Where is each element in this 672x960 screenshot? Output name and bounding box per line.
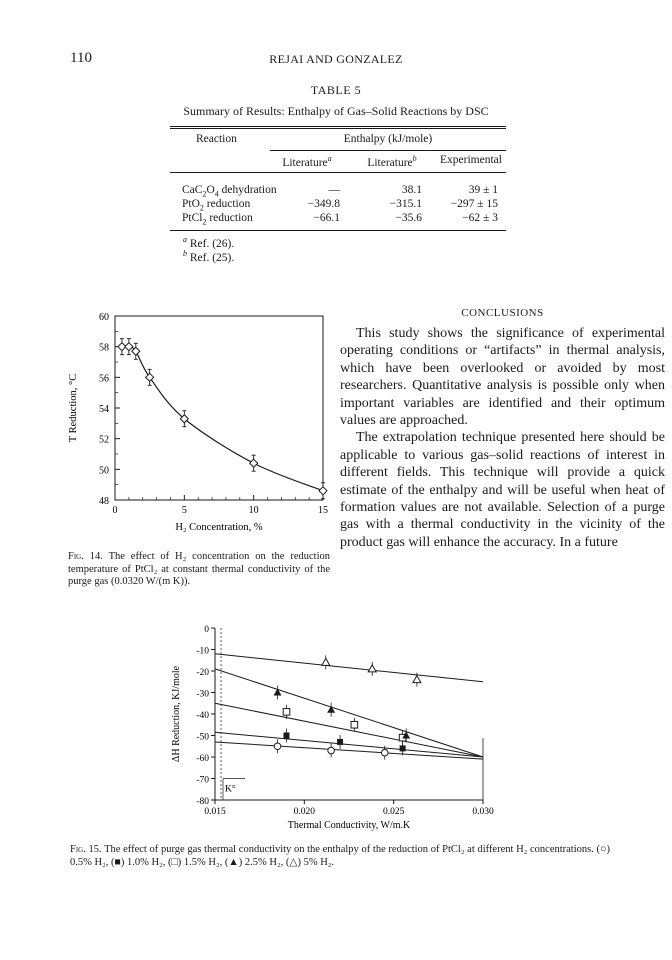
fig14-xtick-label: 10	[248, 505, 259, 516]
table-cell-lit-a: —	[328, 184, 340, 196]
fig15-xlabel: Thermal Conductivity, W/m.K	[287, 820, 411, 831]
fig15-point	[351, 721, 358, 728]
fig15-point	[274, 743, 281, 750]
conclusions-body	[340, 325, 665, 551]
table-cell-lit-b: −35.6	[395, 212, 422, 224]
fig15-point	[283, 733, 289, 739]
table-label: TABLE 5	[310, 83, 362, 97]
table-footnote-a: $^a$ Ref. (26).	[183, 235, 235, 250]
fig14-point	[125, 343, 133, 351]
fig14-ylabel: T Reduction, °C	[68, 373, 79, 443]
fig15-point	[368, 665, 376, 672]
table-sub-exp: Experimental	[440, 154, 502, 166]
fig15-xtick-label: 0.030	[472, 807, 494, 817]
conclusions-para-1: This study shows the significance of experimental operating conditions or “artifacts” in thermal analysis, which have been overlooked or avoided by most researchers. Quantitative analysis is possible only when important variables are identified and their optimum values are approached.	[340, 326, 665, 429]
fig15-point	[400, 745, 406, 751]
fig15-annotation: K°	[225, 784, 236, 795]
table-sub-lit-b: Literature$^b$	[367, 154, 417, 169]
fig15-ylabel: ΔH Reduction, KJ/mole	[171, 665, 182, 763]
running-head: REJAI AND GONZALEZ	[269, 52, 403, 66]
table-cell-lit-b: 38.1	[401, 184, 422, 196]
fig15-fit-line	[215, 669, 483, 757]
fig15-point	[381, 749, 388, 756]
fig14-xtick-label: 0	[112, 505, 118, 516]
fig15-point	[327, 706, 335, 713]
fig15-ytick-label: -50	[196, 732, 209, 743]
table-cell-reaction: PtCl$_2$ reduction	[182, 212, 253, 227]
fig15-point	[283, 709, 290, 716]
table-enthalpy-rule	[270, 150, 506, 151]
fig14-point	[319, 487, 327, 495]
table-cell-lit-b: −315.1	[389, 198, 422, 210]
fig14-ytick-label: 52	[99, 434, 109, 446]
table-cell-exp: −62 ± 3	[462, 212, 498, 224]
table-cell-reaction: PtO$_2$ reduction	[182, 198, 251, 213]
fig14-point	[146, 373, 154, 381]
fig15-fit-line	[215, 654, 483, 682]
fig15-caption: Fig. 15. The effect of purge gas thermal conductivity on the enthalpy of the reduction of PtCl₂ at different H₂ concentrations. (○) 0.5% H₂, (■) 1.0% H₂, (□) 1.5% H₂, (▲) 2.5% H₂, (△) 5% H₂.	[70, 844, 610, 868]
fig14-chart	[60, 305, 335, 545]
table-col-enthalpy: Enthalpy (kJ/mole)	[343, 133, 433, 145]
fig15-ytick-label: -30	[196, 689, 209, 700]
table-footnote-b: $^b$ Ref. (25).	[183, 249, 235, 264]
page-number: 110	[70, 50, 92, 66]
fig15-ytick-label: -60	[196, 754, 209, 764]
fig14-frame	[115, 316, 323, 500]
table-sub-lit-a: Literature$^a$	[282, 154, 332, 169]
fig15-xtick-label: 0.020	[293, 807, 316, 817]
fig14-ytick-label: 48	[99, 496, 109, 507]
fig14-ytick-label: 56	[99, 373, 109, 385]
fig15-fit-line	[215, 703, 483, 757]
table-col-reaction: Reaction	[196, 133, 237, 145]
table-cell-reaction: $CaC_2O_4$ dehydration	[182, 184, 277, 199]
fig14-xtick-label: 15	[318, 505, 328, 516]
fig14-xtick-label: 5	[181, 505, 187, 516]
fig14-point	[250, 459, 258, 467]
table-bottom-rule	[170, 230, 506, 231]
table-cell-lit-a: −349.8	[307, 198, 340, 210]
fig14-ytick-label: 60	[99, 312, 109, 323]
fig14-xlabel: H₂ Concentration, %	[175, 522, 263, 533]
fig14-ytick-label: 54	[99, 404, 109, 415]
table-cell-lit-a: −66.1	[313, 212, 340, 224]
fig15-ytick-label: 0	[204, 625, 209, 635]
fig15-ytick-label: -20	[196, 668, 209, 678]
table-cell-exp: 39 ± 1	[468, 184, 498, 196]
fig15-ytick-label: -40	[196, 711, 209, 721]
fig14-ytick-label: 50	[99, 465, 109, 477]
conclusions-para-2: The extrapolation technique presented here should be applicable to various gas–solid reactions of interest in different fields. This technique will provide a quick estimate of the enthalpy and will be useful when heat of formation values are not available. Selection of a purge gas with a thermal conductivity in the vicinity of the product gas will enhance the accuracy. In a future	[340, 430, 665, 550]
fig14-caption: Fig. 14. The effect of H₂ concentration on the reduction temperature of PtCl₂ at constant thermal conductivity of the purge gas (0.0320 W/(m K)).	[68, 551, 330, 587]
fig15-ytick-label: -80	[196, 797, 209, 807]
fig15-xtick-label: 0.025	[382, 807, 405, 817]
table-caption: Summary of Results: Enthalpy of Gas–Solid Reactions by DSC	[183, 104, 489, 118]
fig14-curve	[122, 346, 323, 490]
fig14-ytick-label: 58	[99, 342, 109, 354]
fig15-xtick-label: 0.015	[204, 807, 226, 817]
fig15-ytick-label: -10	[196, 646, 209, 657]
conclusions-heading: CONCLUSIONS	[461, 307, 544, 319]
fig15-point	[322, 658, 330, 665]
fig15-chart	[165, 618, 505, 838]
table-header-rule	[170, 172, 506, 173]
table-cell-exp: −297 ± 15	[450, 198, 498, 210]
fig15-point	[274, 689, 282, 696]
table-top-rule	[170, 126, 506, 127]
fig15-point	[328, 747, 335, 754]
fig15-point	[413, 676, 421, 683]
fig15-ytick-label: -70	[196, 775, 209, 786]
table-top-rule-2	[170, 128, 506, 129]
fig15-point	[337, 739, 343, 745]
